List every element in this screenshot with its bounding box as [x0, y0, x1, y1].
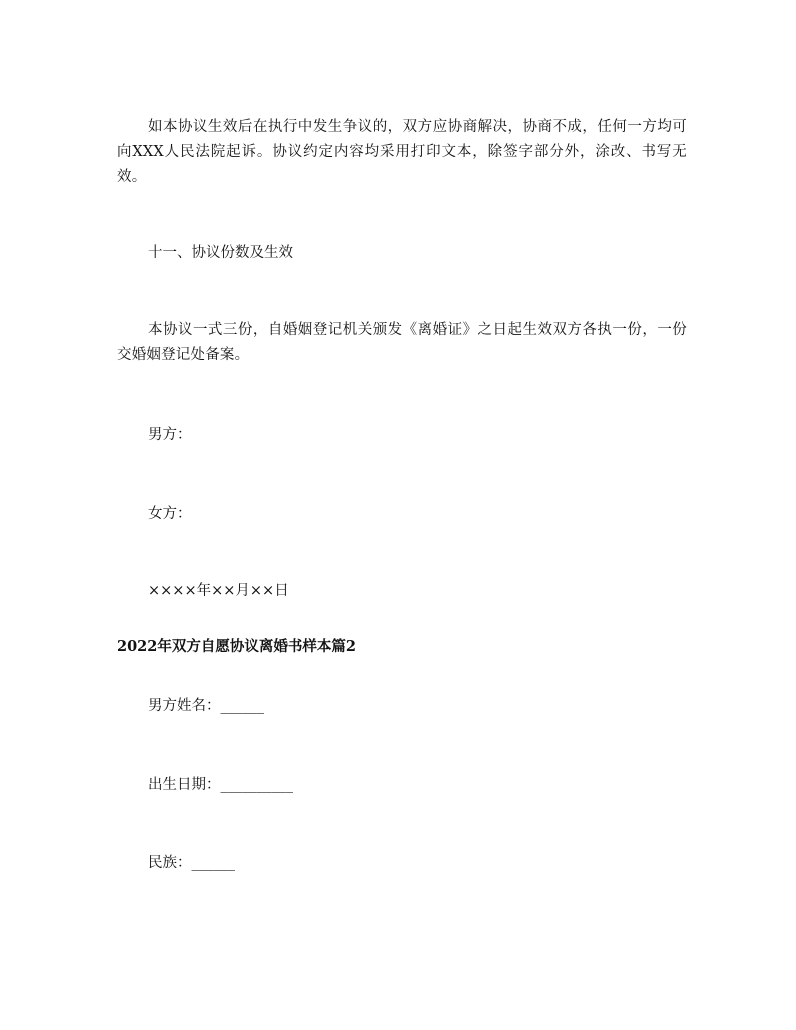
section-11-title: 十一、协议份数及生效 [148, 245, 293, 261]
copies-and-effect-paragraph: 本协议一式三份，自婚姻登记机关颁发《离婚证》之日起生效双方各执一份，一份交婚姻登记处备案。 [117, 322, 687, 363]
wife-signature-label: 女方： [148, 506, 192, 522]
dispute-resolution-paragraph: 如本协议生效后在执行中发生争议的，双方应协商解决，协商不成，任何一方均可向XXX人民法院起诉。协议约定内容均采用打印文本，除签字部分外，涂改、书写无效。 [117, 119, 687, 185]
ethnicity-field: 民族：______ [148, 855, 235, 871]
article-2-title: 2022年双方自愿协议离婚书样本篇2 [117, 638, 356, 655]
signing-date-line: ××××年××月××日 [148, 583, 289, 599]
husband-name-field: 男方姓名：______ [148, 698, 264, 714]
husband-signature-label: 男方： [148, 427, 192, 443]
birth-date-field: 出生日期：__________ [148, 777, 293, 793]
